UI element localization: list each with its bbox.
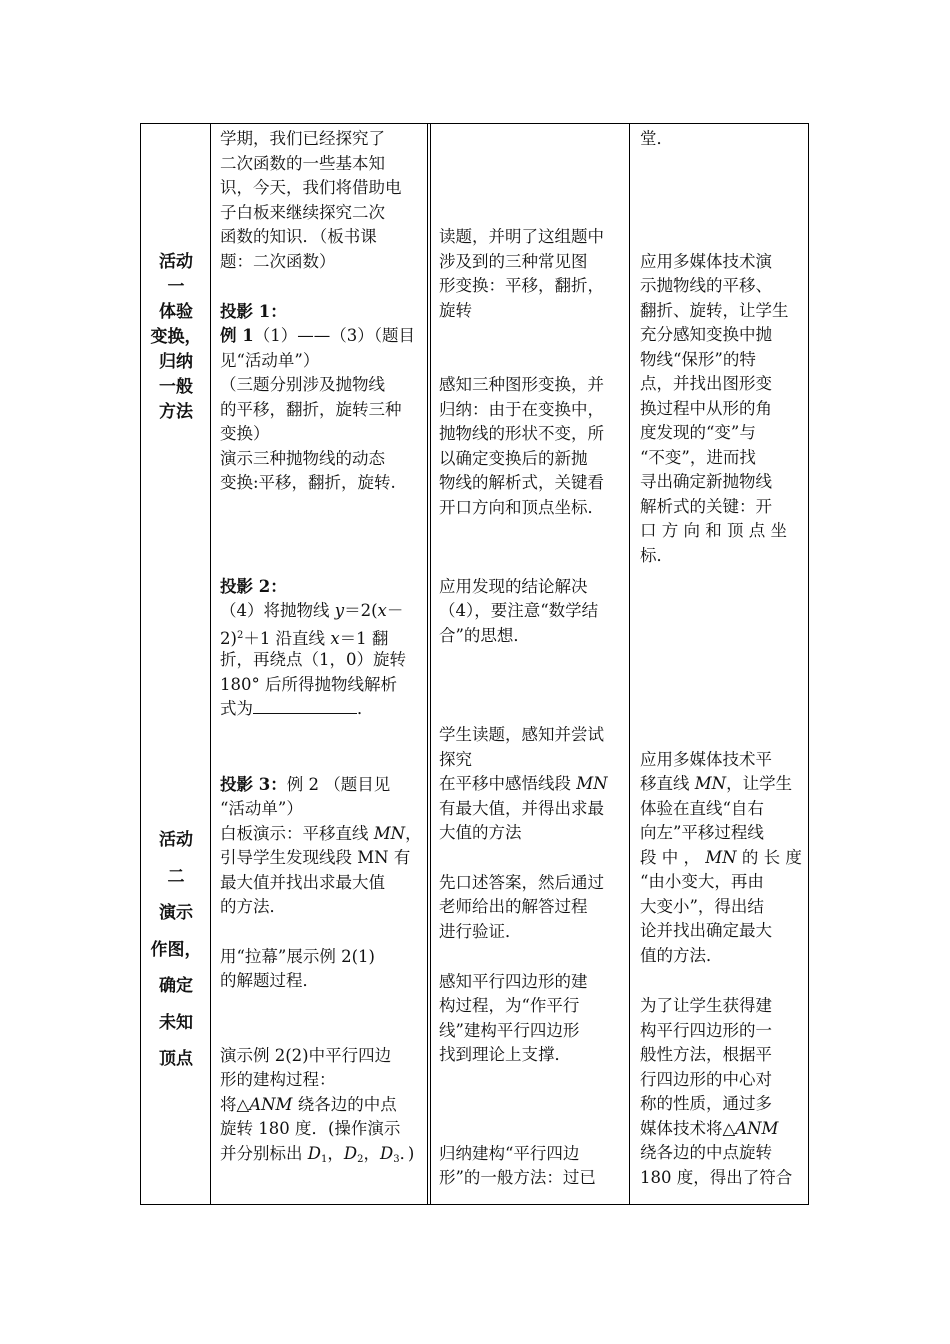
- activity2-label-line: 二: [167, 866, 185, 887]
- triangle-anm: ANM: [735, 1119, 779, 1138]
- teacher-text: 用“拉幕”展示例 2(1): [220, 947, 375, 966]
- teacher-text: 识，今天，我们将借助电: [220, 178, 402, 197]
- projection1-heading: 投影 1：: [220, 302, 287, 321]
- student-text: 形”的一般方法：过已: [439, 1168, 596, 1187]
- intent-text: 应用多媒体技术平: [640, 750, 772, 769]
- teacher-text: 演示例 2(2)中平行四边: [220, 1046, 392, 1065]
- activity2-label-line: 未知: [159, 1012, 193, 1033]
- activity1-label-line: 体验: [159, 302, 193, 322]
- teacher-text: ，: [405, 824, 422, 843]
- student-text: 合”的思想．: [439, 626, 530, 645]
- intent-column: [640, 124, 808, 1204]
- student-text: （4），要注意“数学结: [439, 601, 599, 620]
- student-column: [439, 124, 627, 1204]
- teacher-text: 旋转 180 度．(操作演示: [220, 1119, 401, 1138]
- activity2-label: [141, 822, 211, 1078]
- demo-line: [220, 1093, 397, 1118]
- teacher-text: 见“活动单”）: [220, 351, 320, 370]
- demo-line: [220, 1142, 414, 1173]
- intent-text: 行四边形的中心对: [640, 1070, 772, 1089]
- teacher-text: －: [386, 601, 404, 620]
- teacher-text: 折，再绕点（1，0）旋转: [220, 650, 406, 669]
- intent-text: 标．: [640, 546, 673, 565]
- activity2-label-line: 确定: [159, 976, 193, 996]
- teacher-text: 形的建构过程：: [220, 1070, 336, 1089]
- intent-text: 大变小”，得出结: [640, 897, 764, 916]
- activity2-label-line: 顶点: [159, 1049, 193, 1069]
- student-text: 以确定变换后的新抛: [439, 449, 588, 468]
- column-divider: [427, 124, 431, 1204]
- teacher-column: [220, 124, 425, 1204]
- triangle-anm: ANM: [249, 1095, 293, 1114]
- teacher-text: 二次函数的一些基本知: [220, 154, 385, 173]
- teacher-text: “活动单”）: [220, 799, 303, 818]
- student-text: 大值的方法: [439, 823, 522, 842]
- intent-text: 向左”平移过程线: [640, 823, 764, 842]
- teacher-text: 题：二次函数）: [220, 252, 336, 271]
- teacher-text: ＝2(: [344, 601, 378, 620]
- intent-text: 媒体技术将△: [640, 1119, 736, 1138]
- teacher-text: 并分别标出: [220, 1144, 308, 1163]
- teacher-text: 变换:平移，翻折，旋转.: [220, 473, 396, 492]
- intent-text: 值的方法．: [640, 946, 723, 965]
- student-text: 开口方向和顶点坐标．: [439, 498, 604, 517]
- student-text: 找到理论上支撑．: [439, 1045, 571, 1064]
- variable-x: x: [330, 629, 340, 648]
- subscript: 2: [357, 1154, 364, 1165]
- intent-text: 的 长 度: [736, 848, 802, 867]
- intent-text: 论并找出确定最大: [640, 921, 772, 940]
- segment-mn: MN: [373, 824, 406, 843]
- subscript: 1: [320, 1154, 328, 1165]
- activity2-label-line: 活动: [159, 830, 193, 850]
- teacher-text: 学期，我们已经探究了: [220, 129, 385, 148]
- intent-text: 点，并找出图形变: [640, 374, 772, 393]
- example1-heading: 例 1: [220, 326, 254, 345]
- teacher-text: 演示三种抛物线的动态: [220, 449, 385, 468]
- lesson-plan-table: [140, 123, 809, 1205]
- intent-text: 段 中 ，: [640, 848, 706, 867]
- student-text: 感知平行四边形的建: [439, 972, 588, 991]
- activity1-label-line: 活动: [159, 252, 193, 272]
- student-text: 应用发现的结论解决: [439, 577, 588, 596]
- teacher-text: 函数的知识．（板书课: [220, 227, 377, 246]
- teacher-text: 变换）: [220, 424, 270, 443]
- intent-text: 寻出确定新抛物线: [640, 472, 772, 491]
- segment-mn: MN: [694, 774, 727, 793]
- point-d: D: [307, 1144, 321, 1163]
- teacher-text: 最大值并找出求最大值: [220, 873, 385, 892]
- student-line: [439, 772, 608, 797]
- activity1-label: [141, 250, 211, 425]
- teacher-text: ＋1 沿直线: [243, 629, 331, 648]
- student-text: 读题，并明了这组题中: [439, 227, 604, 246]
- point-d: D: [343, 1144, 358, 1163]
- student-text: 线”建构平行四边形: [439, 1021, 580, 1040]
- teacher-text: ＝1 翻: [339, 629, 389, 648]
- intent-text: 堂．: [640, 129, 673, 148]
- activity1-label-line: 一: [167, 277, 185, 297]
- student-text: 抛物线的形状不变，所: [439, 424, 604, 443]
- student-text: 老师给出的解答过程: [439, 897, 588, 916]
- intent-text: 充分感知变换中抛: [640, 325, 772, 344]
- teacher-text: 的解题过程．: [220, 971, 319, 990]
- student-text: 进行验证．: [439, 922, 522, 941]
- intent-text: 示抛物线的平移、: [640, 276, 772, 295]
- student-text: 归纳：由于在变换中，: [439, 400, 604, 419]
- intent-text: 翻折、旋转，让学生: [640, 301, 789, 320]
- teacher-text: （三题分别涉及抛物线: [220, 375, 385, 394]
- intent-text: 解析式的关键：开: [640, 497, 772, 516]
- teacher-text: 引导学生发现线段 MN 有: [220, 848, 411, 867]
- intent-line: [640, 772, 792, 797]
- intent-text: 体验在直线“自右: [640, 799, 764, 818]
- answer-blank: [253, 699, 357, 714]
- teacher-text: 白板演示：平移直线: [220, 824, 374, 843]
- teacher-text: 绕各边的中点: [292, 1095, 397, 1114]
- intent-text: 般性方法，根据平: [640, 1045, 772, 1064]
- activity1-label-line: 变换，: [150, 327, 202, 347]
- student-text: 构过程，为“作平行: [439, 996, 580, 1015]
- teacher-text: ，: [363, 1144, 380, 1163]
- intent-text: 称的性质，通过多: [640, 1094, 772, 1113]
- projection2-heading: 投影 2：: [220, 577, 287, 596]
- student-text: 学生读题，感知并尝试: [439, 725, 604, 744]
- intent-text: ，让学生: [726, 774, 793, 793]
- variable-x: x: [377, 601, 387, 620]
- intent-text: 应用多媒体技术演: [640, 252, 772, 271]
- student-text: 有最大值，并得出求最: [439, 799, 604, 818]
- example1-line: [220, 324, 415, 349]
- intent-text: 180 度，得出了符合: [640, 1168, 793, 1187]
- intent-text: “由小变大，再由: [640, 872, 764, 891]
- projection3-heading: 投影 3：: [220, 775, 287, 794]
- activity2-label-line: 作图，: [150, 939, 202, 960]
- segment-mn: MN: [576, 774, 608, 793]
- student-text: 归纳建构“平行四边: [439, 1144, 580, 1163]
- point-d: D: [379, 1144, 394, 1163]
- student-text: 涉及到的三种常见图: [439, 252, 588, 271]
- intent-text: 构平行四边形的一: [640, 1021, 772, 1040]
- intent-text: 移直线: [640, 774, 695, 793]
- student-text: 形变换：平移，翻折，: [439, 276, 604, 295]
- teacher-text: 2): [220, 629, 237, 648]
- activity1-label-line: 一般: [159, 377, 193, 397]
- student-text: 在平移中感悟线段: [439, 774, 577, 793]
- column-divider: [629, 124, 630, 1204]
- student-text: 探究: [439, 750, 472, 769]
- teacher-text: 式为: [220, 699, 253, 718]
- teacher-text: 的方法．: [220, 897, 286, 916]
- activity1-label-line: 归纳: [159, 352, 193, 372]
- intent-text: 度发现的“变”与: [640, 423, 756, 442]
- projection3-line: [220, 822, 422, 847]
- activity1-label-line: 方法: [159, 402, 193, 422]
- problem4-line: [220, 697, 374, 722]
- segment-mn: MN: [705, 848, 737, 867]
- intent-text: 换过程中从形的角: [640, 399, 772, 418]
- teacher-text: 例 2 （题目见: [286, 775, 391, 794]
- teacher-text: （1）——（3）（题目: [253, 326, 415, 345]
- intent-text: “不变”，进而找: [640, 448, 756, 467]
- teacher-text: ．: [357, 699, 374, 718]
- variable-y: y: [334, 601, 345, 620]
- student-text: 旋转: [439, 301, 472, 320]
- intent-line: [640, 1117, 778, 1142]
- intent-text: 为了让学生获得建: [640, 996, 772, 1015]
- problem4-line: [220, 599, 403, 624]
- exponent: 2: [236, 630, 244, 641]
- teacher-text: 子白板来继续探究二次: [220, 203, 385, 222]
- intent-line: [640, 846, 802, 871]
- teacher-text: ，: [327, 1144, 344, 1163]
- teacher-text: ．): [399, 1144, 415, 1163]
- intent-text: 口 方 向 和 顶 点 坐: [640, 521, 787, 540]
- projection3-line: [220, 773, 390, 798]
- intent-text: 绕各边的中点旋转: [640, 1143, 772, 1162]
- teacher-text: 将△: [220, 1095, 250, 1114]
- activity2-label-line: 演示: [159, 903, 193, 923]
- student-text: 先口述答案，然后通过: [439, 873, 604, 892]
- teacher-text: （4）将抛物线: [220, 601, 335, 620]
- student-text: 物线的解析式，关键看: [439, 473, 604, 492]
- teacher-text: 180° 后所得抛物线解析: [220, 675, 397, 694]
- student-text: 感知三种图形变换，并: [439, 375, 604, 394]
- teacher-text: 的平移，翻折，旋转三种: [220, 400, 402, 419]
- subscript: 3: [393, 1154, 400, 1165]
- intent-text: 物线“保形”的特: [640, 350, 756, 369]
